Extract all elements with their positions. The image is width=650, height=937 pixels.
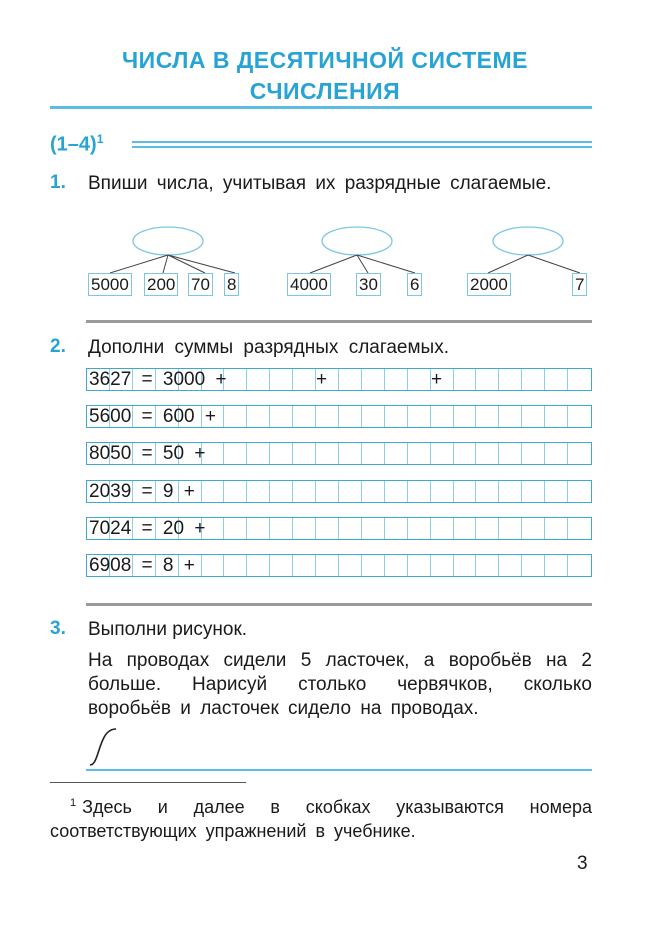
grid-cell[interactable]: [545, 443, 568, 464]
digit-box: 70: [188, 273, 213, 296]
sum-expression: 3627 = 3000 +: [89, 369, 227, 390]
grid-cell[interactable]: [408, 518, 431, 539]
task-3-number: 3.: [50, 618, 66, 639]
grid-cell[interactable]: [339, 555, 362, 576]
grid-cell[interactable]: [316, 443, 339, 464]
answer-oval-3: [493, 227, 563, 255]
grid-cell[interactable]: [454, 518, 477, 539]
grid-cell[interactable]: [270, 369, 293, 390]
grid-cell[interactable]: [476, 443, 499, 464]
divider: [86, 320, 592, 323]
grid-cell[interactable]: [476, 406, 499, 427]
grid-cell[interactable]: [522, 555, 545, 576]
grid-cell[interactable]: [293, 555, 316, 576]
answer-oval-1: [133, 227, 203, 255]
grid-cell[interactable]: [545, 369, 568, 390]
footnote: $^1$ Здесь и далее в скобках указываются номера соответствующих упражнений в учебнике.: [50, 797, 592, 841]
grid-cell[interactable]: [499, 555, 522, 576]
digit-box: 4000: [287, 273, 331, 296]
grid-cell[interactable]: [545, 518, 568, 539]
grid-cell[interactable]: [362, 443, 385, 464]
grid-cell[interactable]: [476, 481, 499, 502]
title-line-1: ЧИСЛА В ДЕСЯТИЧНОЙ СИСТЕМЕ: [122, 47, 528, 73]
digit-box: 5000: [88, 273, 132, 296]
grid-cell[interactable]: [522, 481, 545, 502]
grid-cell[interactable]: [545, 406, 568, 427]
grid-cell[interactable]: [522, 406, 545, 427]
grid-cell[interactable]: [431, 518, 454, 539]
grid-cell[interactable]: [362, 481, 385, 502]
sum-expression: 6908 = 8 +: [89, 555, 195, 576]
grid-cell[interactable]: [339, 406, 362, 427]
grid-cell[interactable]: [408, 369, 431, 390]
footnote-mark: 1: [96, 132, 104, 146]
grid-cell[interactable]: [339, 481, 362, 502]
grid-cell[interactable]: [224, 481, 247, 502]
digit-box: 200: [144, 273, 178, 296]
grid-cell[interactable]: [568, 369, 591, 390]
footnote-rule: [50, 782, 246, 783]
grid-cell[interactable]: [293, 369, 316, 390]
grid-cell[interactable]: [431, 555, 454, 576]
grid-cell[interactable]: [522, 443, 545, 464]
digit-box: 6: [407, 273, 422, 296]
grid-cell[interactable]: [476, 555, 499, 576]
grid-cell[interactable]: [316, 481, 339, 502]
grid-cell[interactable]: [385, 555, 408, 576]
task-3-text: На проводах сидели 5 ласточек, а воробьёв на 2 больше. Нарисуй столько червячков, сколько воробьёв и ласточек сидело на проводах.: [88, 650, 592, 719]
sum-expression: 7024 = 20 +: [89, 518, 206, 539]
grid-cell[interactable]: [270, 443, 293, 464]
title-line-2: СЧИСЛЕНИЯ: [249, 78, 401, 104]
grid-cell[interactable]: [454, 555, 477, 576]
grid-cell[interactable]: [499, 443, 522, 464]
grid-cell[interactable]: [476, 518, 499, 539]
grid-cell[interactable]: [568, 481, 591, 502]
sum-expression: 8050 = 50 +: [89, 443, 206, 464]
answer-oval-2: [322, 227, 392, 255]
grid-cell[interactable]: [568, 406, 591, 427]
plus-sign: +: [316, 369, 328, 390]
grid-cell[interactable]: [545, 481, 568, 502]
grid-cell[interactable]: [385, 518, 408, 539]
grid-cell[interactable]: [568, 443, 591, 464]
page-title: [0, 45, 650, 107]
grid-cell[interactable]: [247, 443, 270, 464]
grid-cell[interactable]: [408, 406, 431, 427]
grid-cell[interactable]: [316, 555, 339, 576]
digit-box: 7: [572, 273, 587, 296]
grid-cell[interactable]: [339, 518, 362, 539]
grid-cell[interactable]: [454, 406, 477, 427]
task-1-text: Впиши числа, учитывая их разрядные слагаемые.: [88, 173, 552, 194]
grid-cell[interactable]: [522, 369, 545, 390]
grid-cell[interactable]: [385, 406, 408, 427]
task-2-number: 2.: [50, 336, 66, 357]
grid-cell[interactable]: [224, 518, 247, 539]
grid-cell[interactable]: [408, 555, 431, 576]
grid-cell[interactable]: [247, 518, 270, 539]
sum-expression: 2039 = 9 +: [89, 481, 195, 502]
grid-cell[interactable]: [316, 518, 339, 539]
grid-cell[interactable]: [568, 518, 591, 539]
page-number: 3: [577, 853, 588, 874]
grid-cell[interactable]: [224, 443, 247, 464]
grid-cell[interactable]: [499, 481, 522, 502]
grid-cell[interactable]: [362, 406, 385, 427]
grid-cell[interactable]: [362, 518, 385, 539]
grid-cell[interactable]: [431, 481, 454, 502]
grid-cell[interactable]: [224, 555, 247, 576]
worm-sample-icon: [86, 725, 126, 770]
grid-cell[interactable]: [545, 555, 568, 576]
grid-cell[interactable]: [454, 369, 477, 390]
grid-cell[interactable]: [316, 406, 339, 427]
grid-cell[interactable]: [339, 443, 362, 464]
divider: [86, 603, 592, 606]
decomposition-diagram: [0, 215, 650, 275]
grid-cell[interactable]: [202, 555, 225, 576]
grid-cell[interactable]: [499, 406, 522, 427]
grid-cell[interactable]: [270, 555, 293, 576]
task-2-text: Дополни суммы разрядных слагаемых.: [88, 337, 449, 358]
task-1-number: 1.: [50, 172, 66, 193]
grid-cell[interactable]: [247, 406, 270, 427]
grid-cell[interactable]: [362, 555, 385, 576]
grid-cell[interactable]: [224, 406, 247, 427]
grid-cell[interactable]: [247, 481, 270, 502]
grid-cell[interactable]: [408, 443, 431, 464]
plus-sign: +: [431, 369, 443, 390]
grid-cell[interactable]: [247, 555, 270, 576]
grid-cell[interactable]: [339, 369, 362, 390]
grid-cell[interactable]: [499, 369, 522, 390]
grid-cell[interactable]: [408, 481, 431, 502]
grid-cell[interactable]: [247, 369, 270, 390]
grid-cell[interactable]: [568, 555, 591, 576]
grid-cell[interactable]: [293, 406, 316, 427]
grid-cell[interactable]: [202, 481, 225, 502]
grid-cell[interactable]: [454, 481, 477, 502]
grid-cell[interactable]: [224, 369, 247, 390]
grid-cell[interactable]: [431, 406, 454, 427]
task-3-title: Выполни рисунок.: [88, 619, 248, 640]
grid-cell[interactable]: [522, 518, 545, 539]
digit-box: 8: [224, 273, 239, 296]
grid-cell[interactable]: [476, 369, 499, 390]
grid-cell[interactable]: [270, 481, 293, 502]
grid-cell[interactable]: [270, 406, 293, 427]
grid-cell[interactable]: [362, 369, 385, 390]
digit-box: 2000: [467, 273, 511, 296]
title-underline: [50, 106, 592, 109]
grid-cell[interactable]: [385, 369, 408, 390]
section-rule: [132, 141, 592, 148]
section-label: $(1-4)^1$: [50, 132, 104, 156]
grid-cell[interactable]: [270, 518, 293, 539]
digit-box: 30: [356, 273, 381, 296]
grid-cell[interactable]: [293, 481, 316, 502]
sum-expression: 5600 = 600 +: [89, 406, 216, 427]
grid-cell[interactable]: [385, 443, 408, 464]
grid-cell[interactable]: [499, 518, 522, 539]
drawing-line[interactable]: [86, 769, 592, 771]
grid-cell[interactable]: [293, 443, 316, 464]
grid-cell[interactable]: [385, 481, 408, 502]
grid-cell[interactable]: [431, 443, 454, 464]
grid-cell[interactable]: [454, 443, 477, 464]
grid-cell[interactable]: [293, 518, 316, 539]
